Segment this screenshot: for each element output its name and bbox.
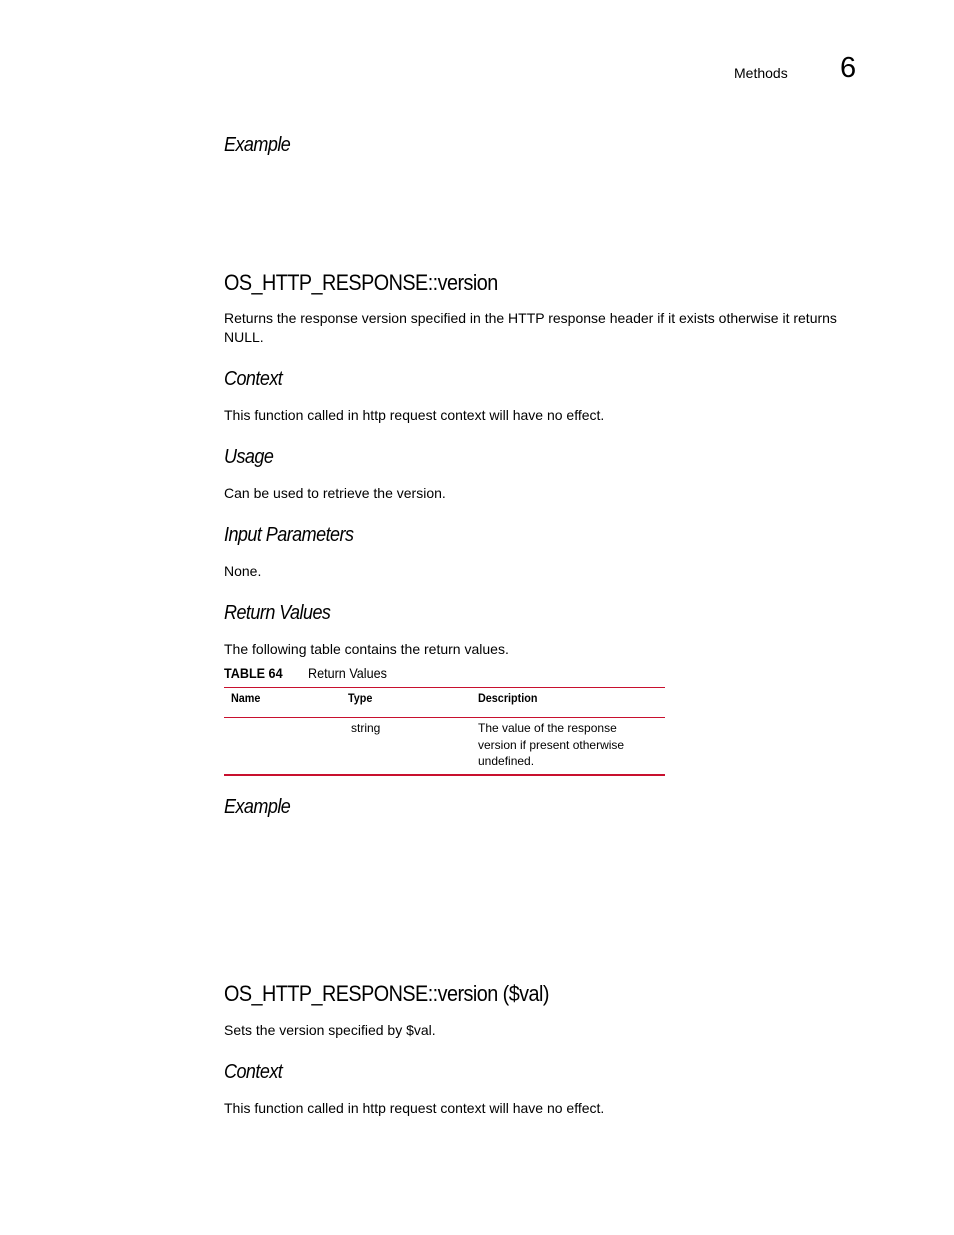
chapter-number: 6 (840, 52, 857, 84)
return-values-text: The following table contains the return values. (224, 641, 509, 657)
usage-heading: Usage (224, 446, 274, 468)
example-heading-top: Example (224, 134, 291, 156)
return-values-heading: Return Values (224, 602, 331, 624)
table-header-type: Type (348, 691, 373, 705)
table-cell-description: The value of the response version if present otherwise undefined. (478, 721, 625, 768)
context-heading-val: Context (224, 1061, 283, 1083)
section-title-version: OS_HTTP_RESPONSE::version (224, 270, 498, 295)
context-text-val: This function called in http request context will have no effect. (224, 1100, 605, 1116)
table-header-description: Description (478, 691, 538, 705)
version-val-description: Sets the version specified by $val. (224, 1022, 436, 1038)
table-header-rule (224, 717, 665, 718)
table-number: TABLE 64 (224, 665, 283, 681)
table-top-rule (224, 687, 665, 688)
table-title: Return Values (308, 665, 387, 681)
table-caption (224, 665, 396, 681)
table-header-name: Name (231, 691, 261, 705)
usage-text: Can be used to retrieve the version. (224, 485, 446, 501)
table-bottom-rule (224, 774, 665, 776)
version-description: Returns the response version specified in the HTTP response header if it exists otherwise it returns NULL. (224, 310, 837, 345)
context-heading: Context (224, 368, 283, 390)
running-header-section: Methods (734, 65, 788, 81)
example-heading: Example (224, 796, 291, 818)
table-cell-type: string (351, 721, 381, 735)
input-parameters-text: None. (224, 563, 262, 579)
return-values-table (224, 687, 665, 777)
context-text: This function called in http request context will have no effect. (224, 407, 605, 423)
section-title-version-val: OS_HTTP_RESPONSE::version ($val) (224, 981, 549, 1006)
input-parameters-heading: Input Parameters (224, 524, 354, 546)
